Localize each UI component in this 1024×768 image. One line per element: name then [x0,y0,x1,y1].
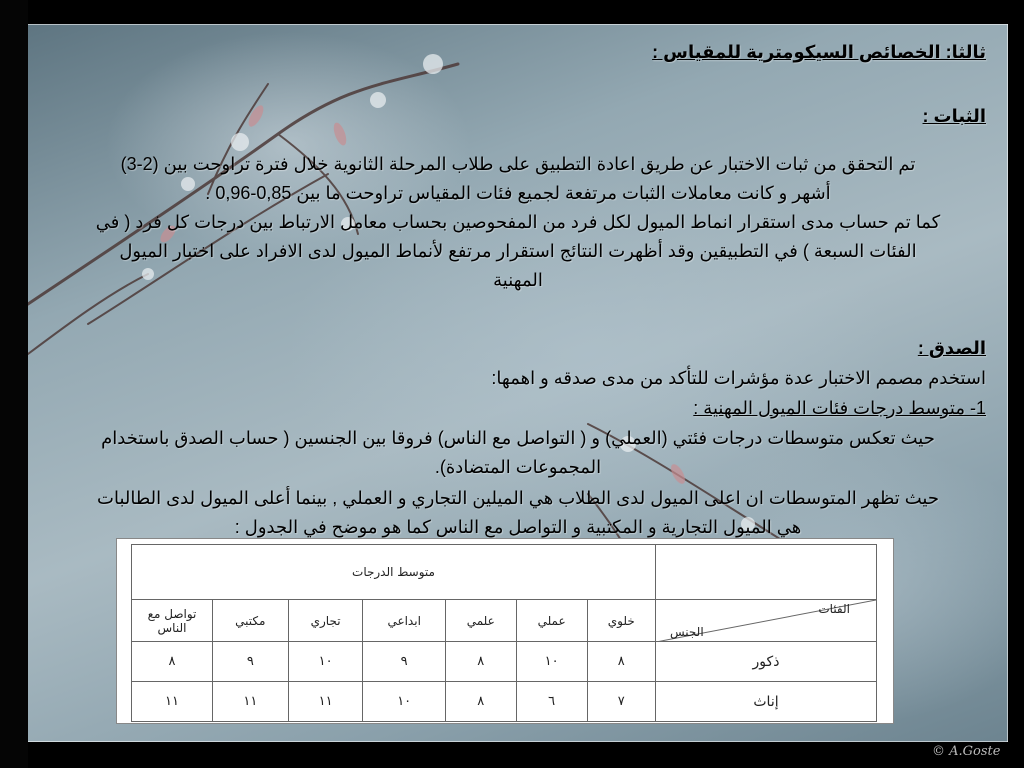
table-cell: ٦ [516,682,587,722]
table-cell: ٧ [587,682,655,722]
table-columns-row [132,600,877,642]
table-cell: ٨ [132,642,213,682]
table-cell: ٩ [363,642,445,682]
table-cell: ١١ [132,682,213,722]
validity-item-1: 1- متوسط درجات فئات الميول المهنية : [693,398,986,418]
validity-line-2: المجموعات المتضادة). [434,457,602,477]
frame-top-line [28,24,1008,25]
table-cell: ١٠ [363,682,445,722]
column-header: تجاري [288,600,363,642]
reliability-title: الثبات : [922,106,986,126]
left-dark-border [0,0,28,768]
column-header: عملي [516,600,587,642]
reliability-line-5: المهنية [493,270,543,290]
reliability-line-1: تم التحقق من ثبات الاختبار عن طريق اعادة التطبيق على طلاب المرحلة الثانوية خلال فترة تراوحت بين (2-3) [120,154,916,174]
validity-line-4: هي الميول التجارية و المكتبية و التواصل مع الناس كما هو موضح في الجدول : [234,517,802,537]
column-header: ابداعي [363,600,445,642]
validity-intro: استخدم مصمم الاختبار عدة مؤشرات للتأكد من مدى صدقه و اهمها: [491,368,986,388]
column-header: علمي [445,600,516,642]
scores-table-box [116,538,894,724]
reliability-line-2: أشهر و كانت معاملات الثبات مرتفعة لجميع فئات المقياس تراوحت ما بين 0,85-0,96 . [205,183,831,203]
validity-line-1: حيث تعكس متوسطات درجات فئتي (العملي) و ( التواصل مع الناس) فروقا بين الجنسين ( حساب الصدق باستخدام [101,428,935,448]
row-label: ذكور [656,642,877,682]
row-label: إناث [656,682,877,722]
table-cell: ٨ [587,642,655,682]
table-corner-top [656,545,877,600]
table-row-male [132,642,877,682]
table-group-header: متوسط الدرجات [132,545,656,600]
slide-heading: ثالثا: الخصائص السيكومترية للمقياس : [652,42,986,62]
photographer-watermark: © A.Goste [932,744,1001,759]
table-cell: ١١ [288,682,363,722]
scores-table [131,544,877,722]
table-header-row [132,545,877,600]
table-corner-cell [656,600,877,642]
table-cell: ١٠ [288,642,363,682]
validity-line-3: حيث تظهر المتوسطات ان اعلى الميول لدى الطلاب هي الميلين التجاري و العملي , بينما أعلى الميول لدى الطالبات [97,488,939,508]
table-cell: ٩ [213,642,289,682]
column-header: مكتبي [213,600,289,642]
table-cell: ٨ [445,682,516,722]
column-header: تواصل مع الناس [132,600,213,642]
frame-right-line [1007,24,1008,742]
corner-label-gender: الجنس [670,625,704,639]
table-cell: ١٠ [516,642,587,682]
frame-bottom-line [28,741,1008,742]
reliability-line-4: الفئات السبعة ) في التطبيقين وقد أظهرت النتائج استقرار مرتفع لأنماط الميول لدى الافراد على اختبار الميول [119,241,917,261]
validity-title: الصدق : [917,338,986,358]
table-cell: ٨ [445,642,516,682]
reliability-line-3: كما تم حساب مدى استقرار انماط الميول لكل فرد من المفحوصين بحساب معامل الارتباط بين درجات كل فرد ( في [95,212,941,232]
table-cell: ١١ [213,682,289,722]
column-header: خلوي [587,600,655,642]
corner-label-categories: الفئات [818,602,850,616]
slide [28,24,1008,742]
table-row-female [132,682,877,722]
